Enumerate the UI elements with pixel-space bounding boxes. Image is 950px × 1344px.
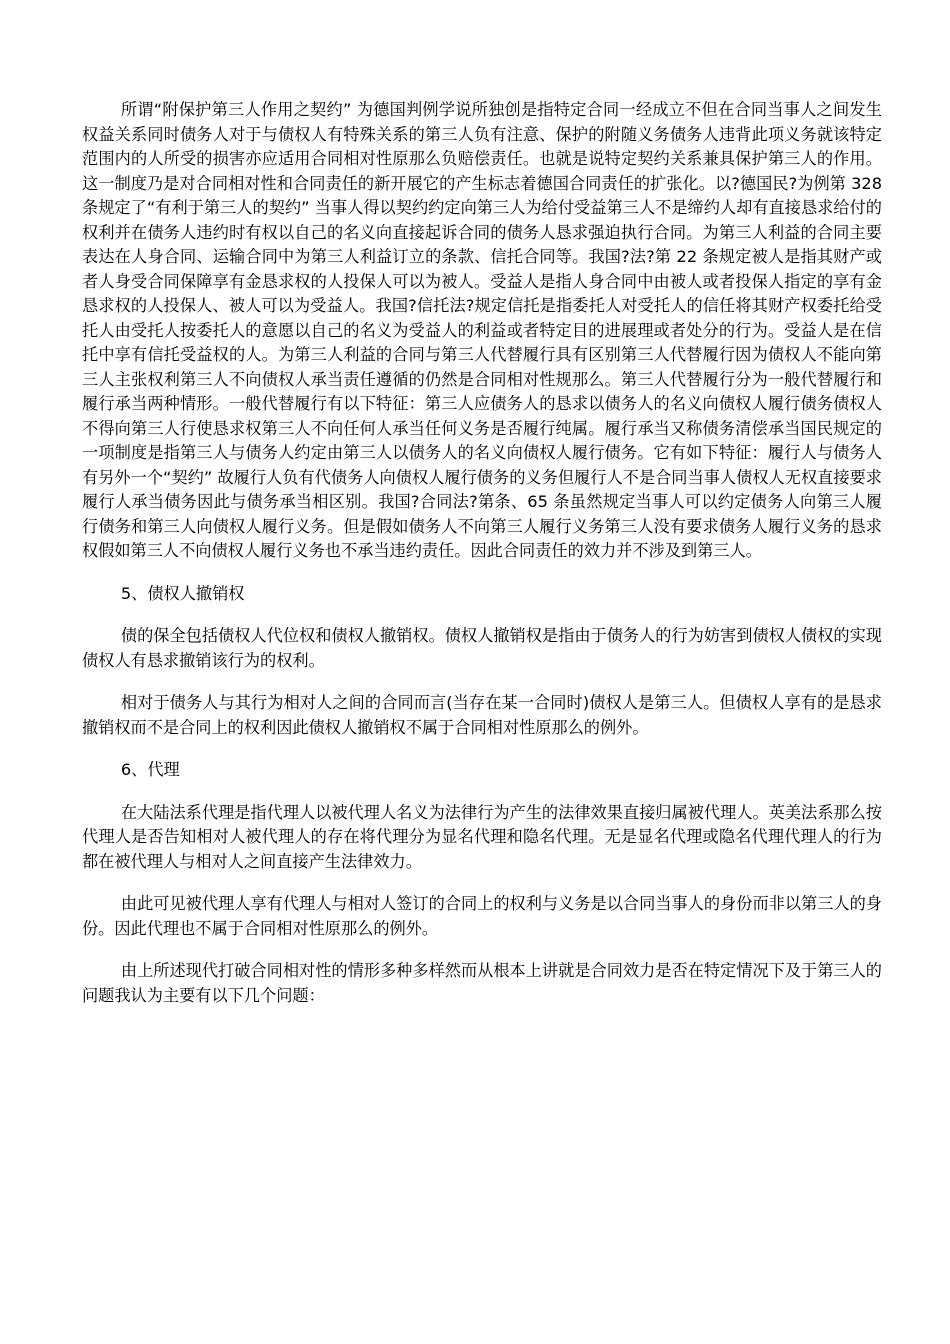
paragraph-revocation-definition: 债的保全包括债权人代位权和债权人撤销权。债权人撤销权是指由于债务人的行为妨害到债权人债权的实现债权人有恳求撤销该行为的权利。 — [82, 626, 882, 670]
paragraph-agency-exception: 由此可见被代理人享有代理人与相对人签订的合同上的权利与义务是以合同当事人的身份而非以第三人的身份。因此代理也不属于合同相对性原那么的例外。 — [82, 894, 882, 938]
paragraph-revocation-exception: 相对于债务人与其行为相对人之间的合同而言(当存在某一合同时)债权人是第三人。但债权人享有的是恳求撤销权而不是合同上的权利因此债权人撤销权不属于合同相对性原那么的例外。 — [82, 693, 882, 737]
paragraph-agency-definition: 在大陆法系代理是指代理人以被代理人名义为法律行为产生的法律效果直接归属被代理人。英美法系那么按代理人是否告知相对人被代理人的存在将代理分为显名代理和隐名代理。无是显名代理或隐名代理代理人的行为都在被代理人与相对人之间直接产生法律效力。 — [82, 802, 882, 871]
section-heading-agency: 6、代理 — [120, 760, 180, 779]
paragraph-third-party-protection: 所谓“附保护第三人作用之契约” 为德国判例学说所独创是指特定合同一经成立不但在合同当事人之间发生权益关系同时债务人对于与债权人有特殊关系的第三人负有注意、保护的附随义务债务人违背此项义务就该特定范围内的人所受的损害亦应适用合同相对性原那么负赔偿责任。也就是说特定契约关系兼具保护第三人的作用。这一制度乃是对合同相对性和合同责任的新开展它的产生标志着德国合同责任的扩张化。以?德国民?为例第 328 条规定了“有利于第三人的契约” 当事人得以契约约定向第三人为给付受益第三人不是缔约人却有直接恳求给付的权利并在债务人违约时有权以自己的名义向直接起诉合同的债务人恳求强迫执行合同。为第三人利益的合同主要表达在人身合同、运输合同中为第三人利益订立的条款、信托合同等。我国?法?第 22 条规定被人是指其财产或者人身受合同保障享有金恳求权的人投保人可以为被人。受益人是指人身合同中由被人或者投保人指定的享有金恳求权的人投保人、被人可以为受益人。我国?信托法?规定信托是指委托人对受托人的信任将其财产权委托给受托人由受托人按委托人的意愿以自己的名义为受益人的利益或者特定目的进展理或者处分的行为。受益人是在信托中享有信托受益权的人。为第三人利益的合同与第三人代替履行具有区别第三人代替履行因为债权人不能向第三人主张权利第三人不向债权人承当责任遵循的仍然是合同相对性规那么。第三人代替履行分为一般代替履行和履行承当两种情形。一般代替履行有以下特征：第三人应债务人的恳求以债务人的名义向债权人履行债务债权人不得向第三人行使恳求权第三人不向任何人承当任何义务是否履行纯属。履行承当又称债务清偿承当国民规定的一项制度是指第三人与债务人约定由第三人以债务人的名义向债权人履行债务。它有如下特征：履行人与债务人有另外一个“契约” 故履行人负有代债务人向债权人履行债务的义务但履行人不是合同当事人债权人无权直接要求履行人承当债务因此与债务承当相区别。我国?合同法?第条、65 条虽然规定当事人可以约定债务人向第三人履行债务和第三人向债权人履行义务。但是假如债务人不向第三人履行义务第三人没有要求债务人履行义务的恳求权假如第三人不向债权人履行义务也不承当违约责任。因此合同责任的效力并不涉及到第三人。 — [82, 100, 882, 560]
section-heading-revocation-right: 5、债权人撤销权 — [120, 583, 245, 603]
paragraph-conclusion: 由上所述现代打破合同相对性的情形多种多样然而从根本上讲就是合同效力是否在特定情况下及于第三人的问题我认为主要有以下几个问题： — [82, 961, 882, 1005]
document-body — [82, 98, 882, 1026]
